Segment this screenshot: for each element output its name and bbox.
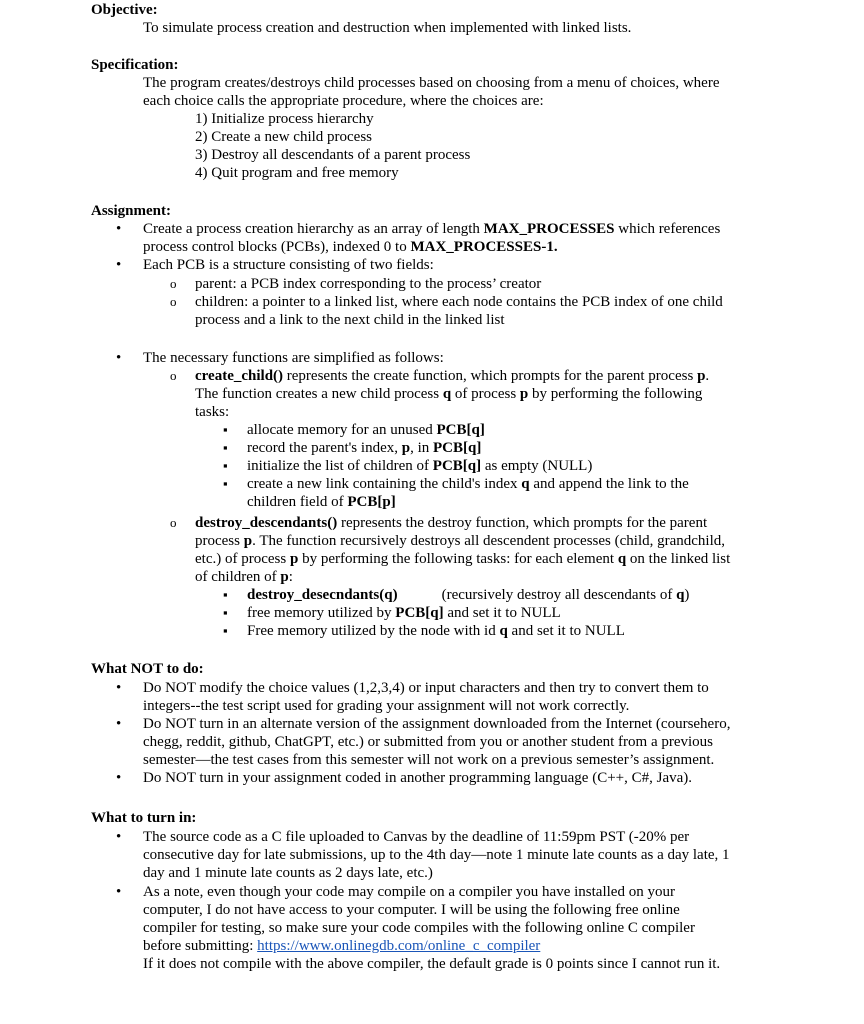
list-item bbox=[247, 421, 767, 439]
destroy-line-2: process p. The function recursively destroys all descendent processes (child, grandchild, bbox=[195, 533, 726, 549]
turn-in-2-line-5: If it does not compile with the above compiler, the default grade is 0 points since I cannot run it. bbox=[143, 956, 721, 972]
what-not-2-line-1: • Do NOT turn in an alternate version of the assignment downloaded from the Internet (coursehero, bbox=[143, 716, 731, 732]
turn-in-2-line-4: before submitting: https://www.onlinegdb.com/online_c_compiler bbox=[143, 938, 541, 954]
turn-in-1-line-1: • The source code as a C file uploaded to Canvas by the deadline of 11:59pm PST (-20% per bbox=[143, 829, 690, 845]
task-allocate: ▪ allocate memory for an unused PCB[q] bbox=[247, 422, 485, 438]
destroy-line-3: etc.) of process p by performing the following tasks: for each element q on the linked list bbox=[195, 551, 731, 567]
turn-in-1-line-2: consecutive day for late submissions, up to the 4th day—note 1 minute late counts as a day late, 1 bbox=[143, 847, 730, 863]
list-item bbox=[247, 604, 767, 622]
what-not-2-line-2: chegg, reddit, github, ChatGPT, etc.) or submitted from you or another student from a previous bbox=[143, 734, 714, 750]
what-not-3: • Do NOT turn in your assignment coded in another programming language (C++, C#, Java). bbox=[143, 770, 693, 786]
assignment-list bbox=[143, 220, 783, 274]
choice-item: 3) Destroy all descendants of a parent process bbox=[195, 147, 471, 163]
destroy-descendants-description bbox=[195, 514, 775, 586]
pcb-fields-list bbox=[195, 275, 775, 329]
list-item bbox=[247, 457, 767, 475]
choice-item: 4) Quit program and free memory bbox=[195, 165, 399, 181]
list-item bbox=[247, 586, 767, 604]
specification-line: The program creates/destroys child processes based on choosing from a menu of choices, where bbox=[143, 75, 720, 91]
destroy-tasks bbox=[247, 586, 767, 640]
create-child-line-1: o create_child() represents the create function, which prompts for the parent process p. bbox=[195, 368, 710, 384]
objective-text: To simulate process creation and destruction when implemented with linked lists. bbox=[143, 20, 632, 36]
list-item bbox=[195, 514, 775, 586]
online-compiler-link[interactable]: https://www.onlinegdb.com/online_c_compiler bbox=[257, 938, 541, 954]
destroy-line-1: o destroy_descendants() represents the destroy function, which prompts for the parent bbox=[195, 515, 708, 531]
objective-text-block bbox=[143, 19, 631, 37]
pcb-field-parent: o parent: a PCB index corresponding to the process’ creator bbox=[195, 276, 542, 292]
what-not-heading: What NOT to do: bbox=[91, 661, 204, 677]
list-item bbox=[143, 715, 783, 769]
task-init-children: ▪ initialize the list of children of PCB[q] as empty (NULL) bbox=[247, 458, 593, 474]
task-create-link-line-2: children field of PCB[p] bbox=[247, 494, 396, 510]
task-free-pcb: ▪ free memory utilized by PCB[q] and set it to NULL bbox=[247, 605, 561, 621]
list-item bbox=[195, 367, 775, 421]
turn-in-2-line-3: compiler for testing, so make sure your code compiles with the following online C compiler bbox=[143, 920, 695, 936]
objective-heading: Objective: bbox=[91, 2, 158, 18]
task-record-parent: ▪ record the parent's index, p, in PCB[q] bbox=[247, 440, 482, 456]
task-recursive-destroy: ▪ destroy_desecndants(q) (recursively destroy all descendants of q) bbox=[247, 587, 690, 603]
turn-in-list bbox=[143, 828, 783, 973]
list-item bbox=[247, 475, 767, 511]
assignment-bullet-1-line-2: process control blocks (PCBs), indexed 0 to MAX_PROCESSES-1. bbox=[143, 239, 558, 255]
list-item bbox=[143, 769, 783, 787]
assignment-bullet-2: • Each PCB is a structure consisting of two fields: bbox=[143, 257, 434, 273]
choice-item: 1) Initialize process hierarchy bbox=[195, 111, 374, 127]
pcb-field-children-line-1: o children: a pointer to a linked list, where each node contains the PCB index of one child bbox=[195, 294, 723, 310]
choice-list bbox=[195, 110, 470, 182]
turn-in-2-line-1: • As a note, even though your code may compile on a compiler you have installed on your bbox=[143, 884, 675, 900]
list-item bbox=[247, 622, 767, 640]
list-item bbox=[143, 256, 783, 274]
list-item bbox=[143, 349, 444, 367]
turn-in-1-line-3: day and 1 minute late counts as 2 days late, etc.) bbox=[143, 865, 433, 881]
specification-line: each choice calls the appropriate procedure, where the choices are: bbox=[143, 93, 544, 109]
turn-in-2-line-2: computer, I do not have access to your computer. I will be using the following free online bbox=[143, 902, 680, 918]
list-item bbox=[195, 293, 775, 329]
what-not-1-line-2: integers--the test script used for grading your assignment will not work correctly. bbox=[143, 698, 630, 714]
choice-item: 2) Create a new child process bbox=[195, 129, 373, 145]
pcb-field-children-line-2: process and a link to the next child in the linked list bbox=[195, 312, 505, 328]
destroy-line-4: of children of p: bbox=[195, 569, 293, 585]
functions-bullet bbox=[143, 349, 444, 367]
task-free-node: ▪ Free memory utilized by the node with id q and set it to NULL bbox=[247, 623, 625, 639]
create-child-line-2: The function creates a new child process q of process p by performing the following bbox=[195, 386, 703, 402]
specification-body bbox=[143, 74, 783, 110]
what-not-2-line-3: semester—the test cases from this semester will not work on a previous semester’s assignment. bbox=[143, 752, 715, 768]
create-child-tasks bbox=[247, 421, 767, 511]
list-item bbox=[247, 439, 767, 457]
what-not-1-line-1: • Do NOT modify the choice values (1,2,3,4) or input characters and then try to convert them to bbox=[143, 680, 709, 696]
list-item bbox=[143, 828, 783, 882]
assignment-bullet-1-line-1: • Create a process creation hierarchy as an array of length MAX_PROCESSES which references bbox=[143, 221, 721, 237]
list-item bbox=[143, 220, 783, 256]
what-not-list bbox=[143, 679, 783, 787]
list-item bbox=[195, 275, 775, 293]
create-child-description bbox=[195, 367, 775, 421]
task-create-link-line-1: ▪ create a new link containing the child's index q and append the link to the bbox=[247, 476, 689, 492]
list-item bbox=[143, 679, 783, 715]
create-child-line-3: tasks: bbox=[195, 404, 230, 420]
assignment-heading: Assignment: bbox=[91, 203, 172, 219]
specification-heading: Specification: bbox=[91, 57, 179, 73]
functions-intro: • The necessary functions are simplified as follows: bbox=[143, 350, 444, 366]
turn-in-heading: What to turn in: bbox=[91, 810, 197, 826]
list-item bbox=[143, 883, 783, 973]
